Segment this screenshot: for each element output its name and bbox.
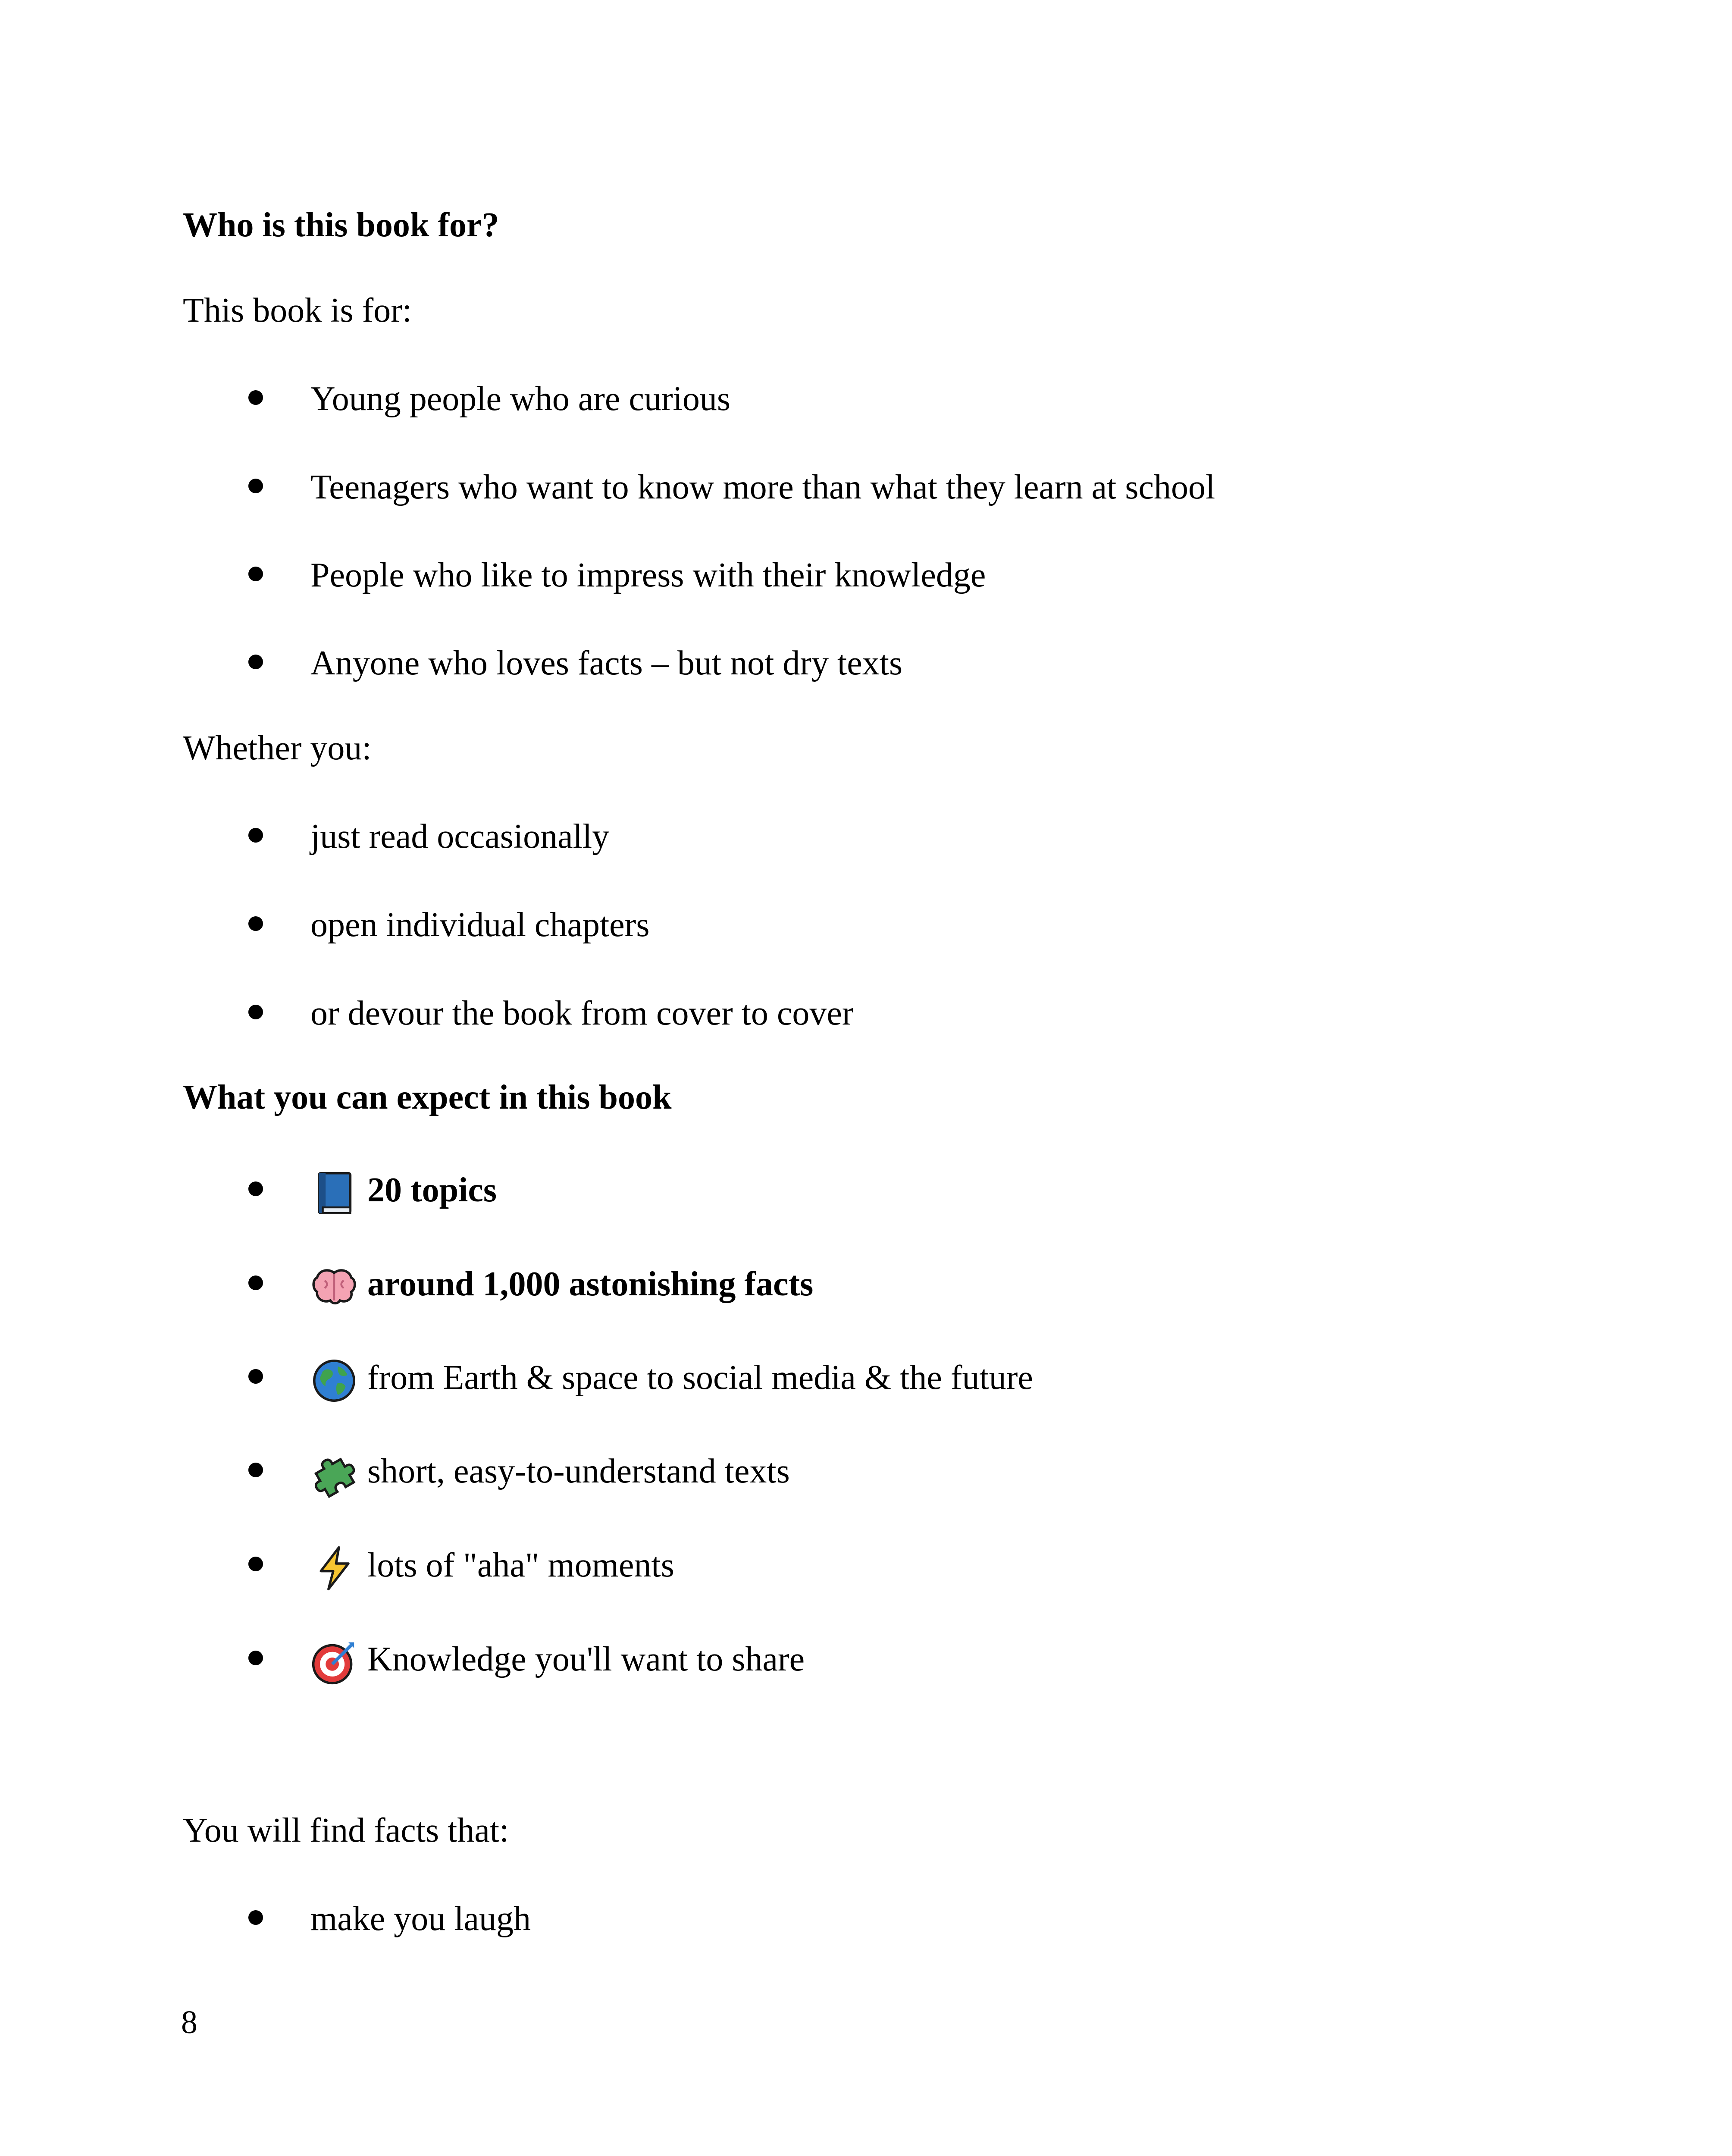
list-item — [0, 806, 1732, 867]
list-item — [0, 983, 1732, 1044]
list-item — [0, 545, 1732, 605]
list-item-text: just read occasionally — [310, 818, 610, 856]
list-item — [0, 895, 1732, 955]
bullet-icon — [248, 1557, 263, 1571]
list-item-text: lots of "aha" moments — [367, 1546, 674, 1584]
intro-paragraph: This book is for: — [183, 291, 412, 329]
list-item-text: open individual chapters — [310, 906, 650, 944]
bullet-icon — [248, 1369, 263, 1384]
list-item — [0, 633, 1732, 693]
list-item — [0, 1348, 1732, 1408]
list-item-text: make you laugh — [310, 1900, 531, 1938]
list-item — [0, 1535, 1732, 1595]
target-dart-icon — [310, 1639, 358, 1686]
bullet-icon — [248, 1181, 263, 1196]
bullet-icon — [248, 567, 263, 581]
list-item — [0, 1889, 1732, 1949]
list-item — [0, 457, 1732, 517]
list-item-text: 20 topics — [367, 1171, 497, 1209]
bullet-icon — [248, 1910, 263, 1925]
bullet-icon — [248, 1275, 263, 1290]
list-item — [0, 1441, 1732, 1501]
section-heading-expect: What you can expect in this book — [183, 1078, 672, 1116]
list-item-text: or devour the book from cover to cover — [310, 994, 854, 1032]
bullet-icon — [248, 1005, 263, 1019]
globe-icon — [310, 1357, 358, 1404]
facts-paragraph: You will find facts that: — [183, 1811, 509, 1849]
list-item-text: Young people who are curious — [310, 380, 730, 418]
list-item — [0, 369, 1732, 429]
bullet-icon — [248, 1651, 263, 1665]
bullet-icon — [248, 390, 263, 405]
bullet-icon — [248, 828, 263, 843]
page-number: 8 — [181, 2004, 197, 2040]
whether-paragraph: Whether you: — [183, 729, 372, 767]
list-item — [0, 1160, 1732, 1220]
bullet-icon — [248, 916, 263, 931]
brain-icon — [310, 1263, 358, 1311]
list-item-text: Teenagers who want to know more than what they learn at school — [310, 468, 1215, 506]
list-item-text: around 1,000 astonishing facts — [367, 1265, 814, 1303]
section-heading-who: Who is this book for? — [183, 206, 499, 244]
list-item-text: Knowledge you'll want to share — [367, 1640, 805, 1678]
bullet-icon — [248, 1463, 263, 1477]
puzzle-piece-icon — [310, 1451, 358, 1498]
list-item-text: People who like to impress with their knowledge — [310, 556, 986, 594]
list-item-text: from Earth & space to social media & the future — [367, 1359, 1033, 1397]
list-item — [0, 1629, 1732, 1689]
bullet-icon — [248, 479, 263, 493]
blue-book-icon — [310, 1169, 358, 1217]
bullet-icon — [248, 655, 263, 669]
lightning-bolt-icon — [310, 1545, 358, 1592]
list-item-text: short, easy-to-understand texts — [367, 1452, 790, 1490]
list-item-text: Anyone who loves facts – but not dry texts — [310, 644, 903, 682]
list-item — [0, 1254, 1732, 1314]
